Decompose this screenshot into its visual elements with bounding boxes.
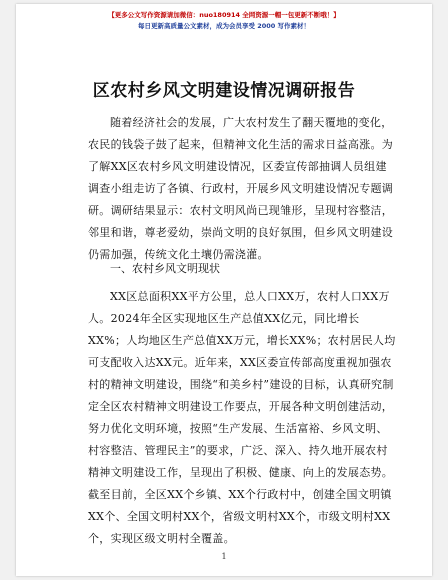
section-heading: 一、农村乡风文明现状 bbox=[110, 262, 220, 275]
promo-line-2: 每日更新高质量公文素材，成为会员享受 2000 写作素材！ bbox=[137, 22, 311, 30]
document-page bbox=[16, 4, 432, 576]
page-number: 1 bbox=[221, 552, 227, 561]
status-paragraph: XX区总面积XX平方公里，总人口XX万，农村人口XX万人。2024年全区实现地区生产总值XX亿元，同比增长XX%；人均地区生产总值XX万元，增长XX%；农村居民人均可支配收入达XX元。近年来，XX区委宣传部高度重视加强农村的精神文明建设，围绕“和美乡村”建设的目标，认真研究制定全区农村精神文明建设工作要点，开展各种文明创建活动，努力优化文明环境，按照“生产发展、生活富裕、乡风文明、村容整洁、管理民主”的要求，广泛、深入、持久地开展农村精神文明建设工作，呈现出了积极、健康、向上的发展态势。截至目前，全区XX个乡镇、XX个行政村中，创建全国文明镇XX个、全国文明村XX个，省级文明村XX个，市级文明村XX个，实现区级文明村全覆盖。 bbox=[88, 290, 396, 545]
document-title: 区农村乡风文明建设情况调研报告 bbox=[92, 81, 356, 101]
promo-line-1: 【更多公文写作资源请加微信：nuo180914 全网资源一帽一包更新不断哦！】 bbox=[108, 11, 340, 19]
intro-paragraph: 随着经济社会的发展，广大农村发生了翻天覆地的变化，农民的钱袋子鼓了起来，但精神文化生活的需求日益高涨。为了解XX区农村乡风文明建设情况，区委宣传部抽调人员组建调查小组走访了各镇、行政村，开展乡风文明建设情况专题调研。调研结果显示：农村文明风尚已现雏形，呈现村容整洁，邻里和谐，尊老爱幼，崇尚文明的良好氛围，但乡风文明建设仍需加强，传统文化土壤仍需浇灌。 bbox=[88, 116, 394, 261]
promo-banner bbox=[16, 10, 432, 32]
